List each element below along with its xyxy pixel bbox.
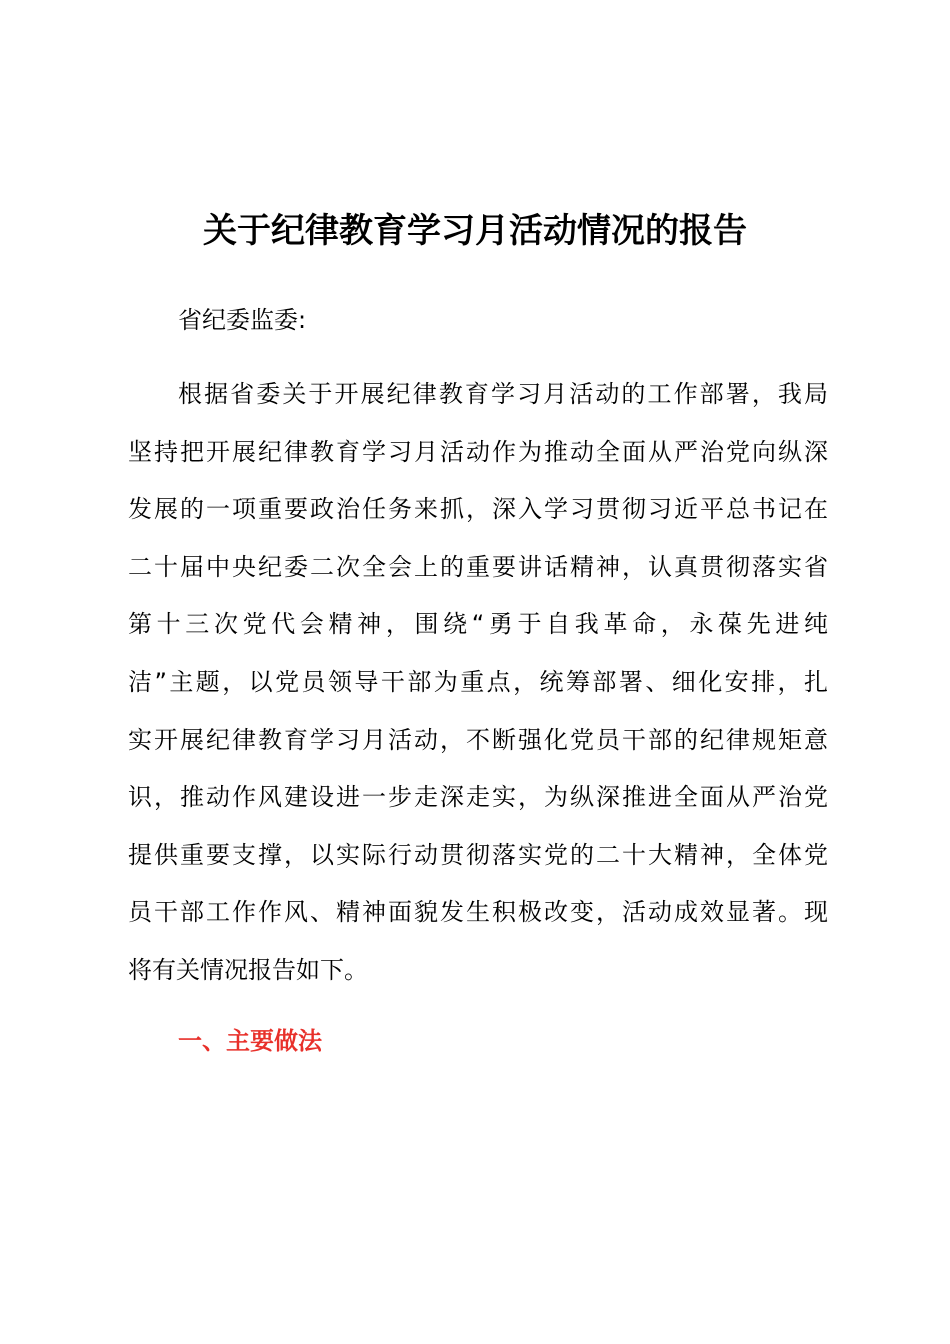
section-heading: 一、主要做法 xyxy=(178,1027,322,1055)
salutation: 省纪委监委: xyxy=(178,306,307,334)
paragraph-line: 识，推动作风建设进一步走深走实，为纵深推进全面从严治党 xyxy=(128,783,828,812)
paragraph-line: 提供重要支撑，以实际行动贯彻落实党的二十大精神，全体党 xyxy=(128,840,828,869)
document-title: 关于纪律教育学习月活动情况的报告 xyxy=(203,211,747,251)
paragraph-line: 第十三次党代会精神，围绕“勇于自我革命，永葆先进纯 xyxy=(128,610,828,639)
paragraph-line: 实开展纪律教育学习月活动，不断强化党员干部的纪律规矩意 xyxy=(128,725,828,754)
paragraph-line: 员干部工作作风、精神面貌发生积极改变，活动成效显著。现 xyxy=(128,898,828,927)
paragraph-line: 二十届中央纪委二次全会上的重要讲话精神，认真贯彻落实省 xyxy=(128,552,828,581)
body-paragraph xyxy=(128,372,828,1006)
paragraph-line: 将有关情况报告如下。 xyxy=(128,955,368,984)
paragraph-line: 坚持把开展纪律教育学习月活动作为推动全面从严治党向纵深 xyxy=(128,437,828,466)
paragraph-line: 洁”主题，以党员领导干部为重点，统筹部署、细化安排，扎 xyxy=(128,667,828,696)
paragraph-line: 根据省委关于开展纪律教育学习月活动的工作部署，我局 xyxy=(178,380,828,408)
paragraph-line: 发展的一项重要政治任务来抓，深入学习贯彻习近平总书记在 xyxy=(128,495,828,524)
